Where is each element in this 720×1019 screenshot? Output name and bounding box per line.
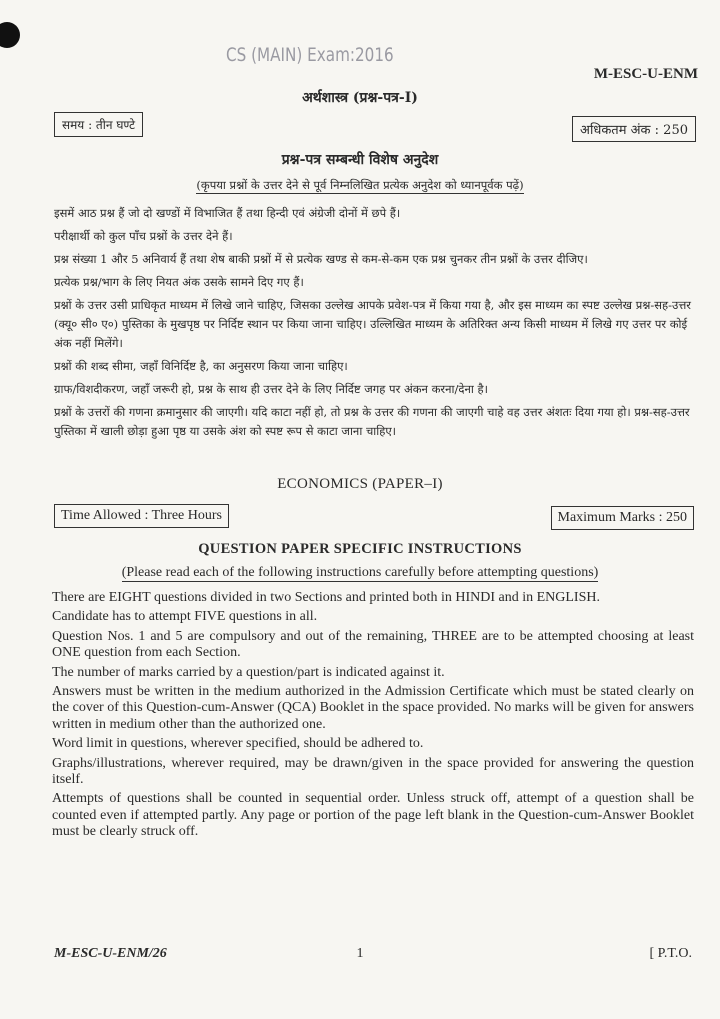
- paper-code: M-ESC-U-ENM: [593, 66, 698, 82]
- english-instructions-list: [52, 590, 694, 844]
- list-item: प्रश्नों के उत्तर उसी प्राधिकृत माध्यम में लिखे जाने चाहिए, जिसका उल्लेख आपके प्रवेश-पत्र में किया गया है, और इस माध्यम का स्पष्ट उल्लेख प्रश्न-सह-उत्तर (क्यू० सी० ए०) पुस्तिका के मुखपृष्ठ पर निर्दिष्ट स्थान पर किया जाना चाहिए। उल्लिखित माध्यम के अतिरिक्त अन्य किसी माध्यम में लिखे गए उत्तर पर कोई अंक नहीं मिलेंगे।: [54, 298, 692, 350]
- pto-label: [ P.T.O.: [649, 946, 692, 961]
- hindi-note-text: (कृपया प्रश्नों के उत्तर देने से पूर्व निम्नलिखित प्रत्येक अनुदेश को ध्यानपूर्वक पढ़ें): [196, 178, 524, 192]
- punch-hole-dot: [0, 22, 20, 48]
- list-item: प्रश्नों की शब्द सीमा, जहाँ विनिर्दिष्ट है, का अनुसरण किया जाना चाहिए।: [54, 359, 348, 373]
- english-instructions-note: [0, 565, 720, 581]
- hindi-title: अर्थशास्त्र (प्रश्न-पत्र-I): [302, 90, 418, 106]
- list-item: Question Nos. 1 and 5 are compulsory and out of the remaining, THREE are to be attempted choosing at least ONE question from each Section.: [52, 628, 694, 661]
- hindi-time-box: समय : तीन घण्टे: [54, 112, 143, 137]
- hindi-instructions-heading: प्रश्न-पत्र सम्बन्धी विशेष अनुदेश: [281, 152, 439, 168]
- english-note-text: (Please read each of the following instructions carefully before attempting questions): [121, 565, 599, 580]
- english-marks-box: Maximum Marks : 250: [551, 506, 695, 530]
- list-item: Answers must be written in the medium authorized in the Admission Certificate which must be stated clearly on the cover of this Question-cum-Answer (QCA) Booklet in the space provided. No marks will be given for answers written in medium other than the authorized one.: [52, 684, 694, 732]
- list-item: Candidate has to attempt FIVE questions in all.: [52, 609, 318, 625]
- list-item: प्रत्येक प्रश्न/भाग के लिए नियत अंक उसके सामने दिए गए हैं।: [54, 275, 304, 289]
- list-item: ग्राफ/विशदीकरण, जहाँ जरूरी हो, प्रश्न के साथ ही उत्तर देने के लिए निर्दिष्ट जगह पर अंकन करना/देना है।: [54, 382, 488, 396]
- hindi-marks-box: अधिकतम अंक : 250: [572, 116, 696, 142]
- list-item: Attempts of questions shall be counted in sequential order. Unless struck off, attempt of a question shall be counted even if attempted partly. Any page or portion of the page left blank in the Question-cum-Answer Booklet must be clearly struck off.: [52, 791, 694, 840]
- english-instructions-heading: QUESTION PAPER SPECIFIC INSTRUCTIONS: [198, 541, 522, 557]
- english-time-box: Time Allowed : Three Hours: [54, 504, 229, 528]
- page-number: 1: [356, 946, 364, 961]
- hindi-instructions-list: [54, 204, 694, 445]
- footer-paper-code: M-ESC-U-ENM/26: [54, 946, 167, 961]
- list-item: प्रश्नों के उत्तरों की गणना क्रमानुसार की जाएगी। यदि काटा नहीं हो, तो प्रश्न के उत्तर की गणना की जाएगी चाहे वह उत्तर अंशतः दिया गया हो। प्रश्न-सह-उत्तर पुस्तिका में खाली छोड़ा हुआ पृष्ठ या उसके अंश को स्पष्ट रूप से काटा जाना चाहिए।: [54, 405, 690, 438]
- list-item: Word limit in questions, wherever specified, should be adhered to.: [52, 736, 424, 752]
- list-item: The number of marks carried by a question/part is indicated against it.: [52, 664, 445, 680]
- hindi-instructions-note: [0, 178, 720, 193]
- list-item: There are EIGHT questions divided in two Sections and printed both in HINDI and in ENGLISH.: [52, 590, 600, 605]
- list-item: इसमें आठ प्रश्न हैं जो दो खण्डों में विभाजित हैं तथा हिन्दी एवं अंग्रेजी दोनों में छपे हैं।: [54, 206, 401, 220]
- list-item: Graphs/illustrations, wherever required, may be drawn/given in the space provided for answering the question itself.: [52, 755, 694, 788]
- exam-stamp: CS (MAIN) Exam:2016: [226, 44, 394, 66]
- list-item: प्रश्न संख्या 1 और 5 अनिवार्य हैं तथा शेष बाकी प्रश्नों में से प्रत्येक खण्ड से कम-से-कम एक प्रश्न चुनकर तीन प्रश्नों के उत्तर दीजिए।: [54, 252, 588, 266]
- english-title: ECONOMICS (PAPER–I): [277, 476, 443, 492]
- list-item: परीक्षार्थी को कुल पाँच प्रश्नों के उत्तर देने हैं।: [54, 229, 233, 243]
